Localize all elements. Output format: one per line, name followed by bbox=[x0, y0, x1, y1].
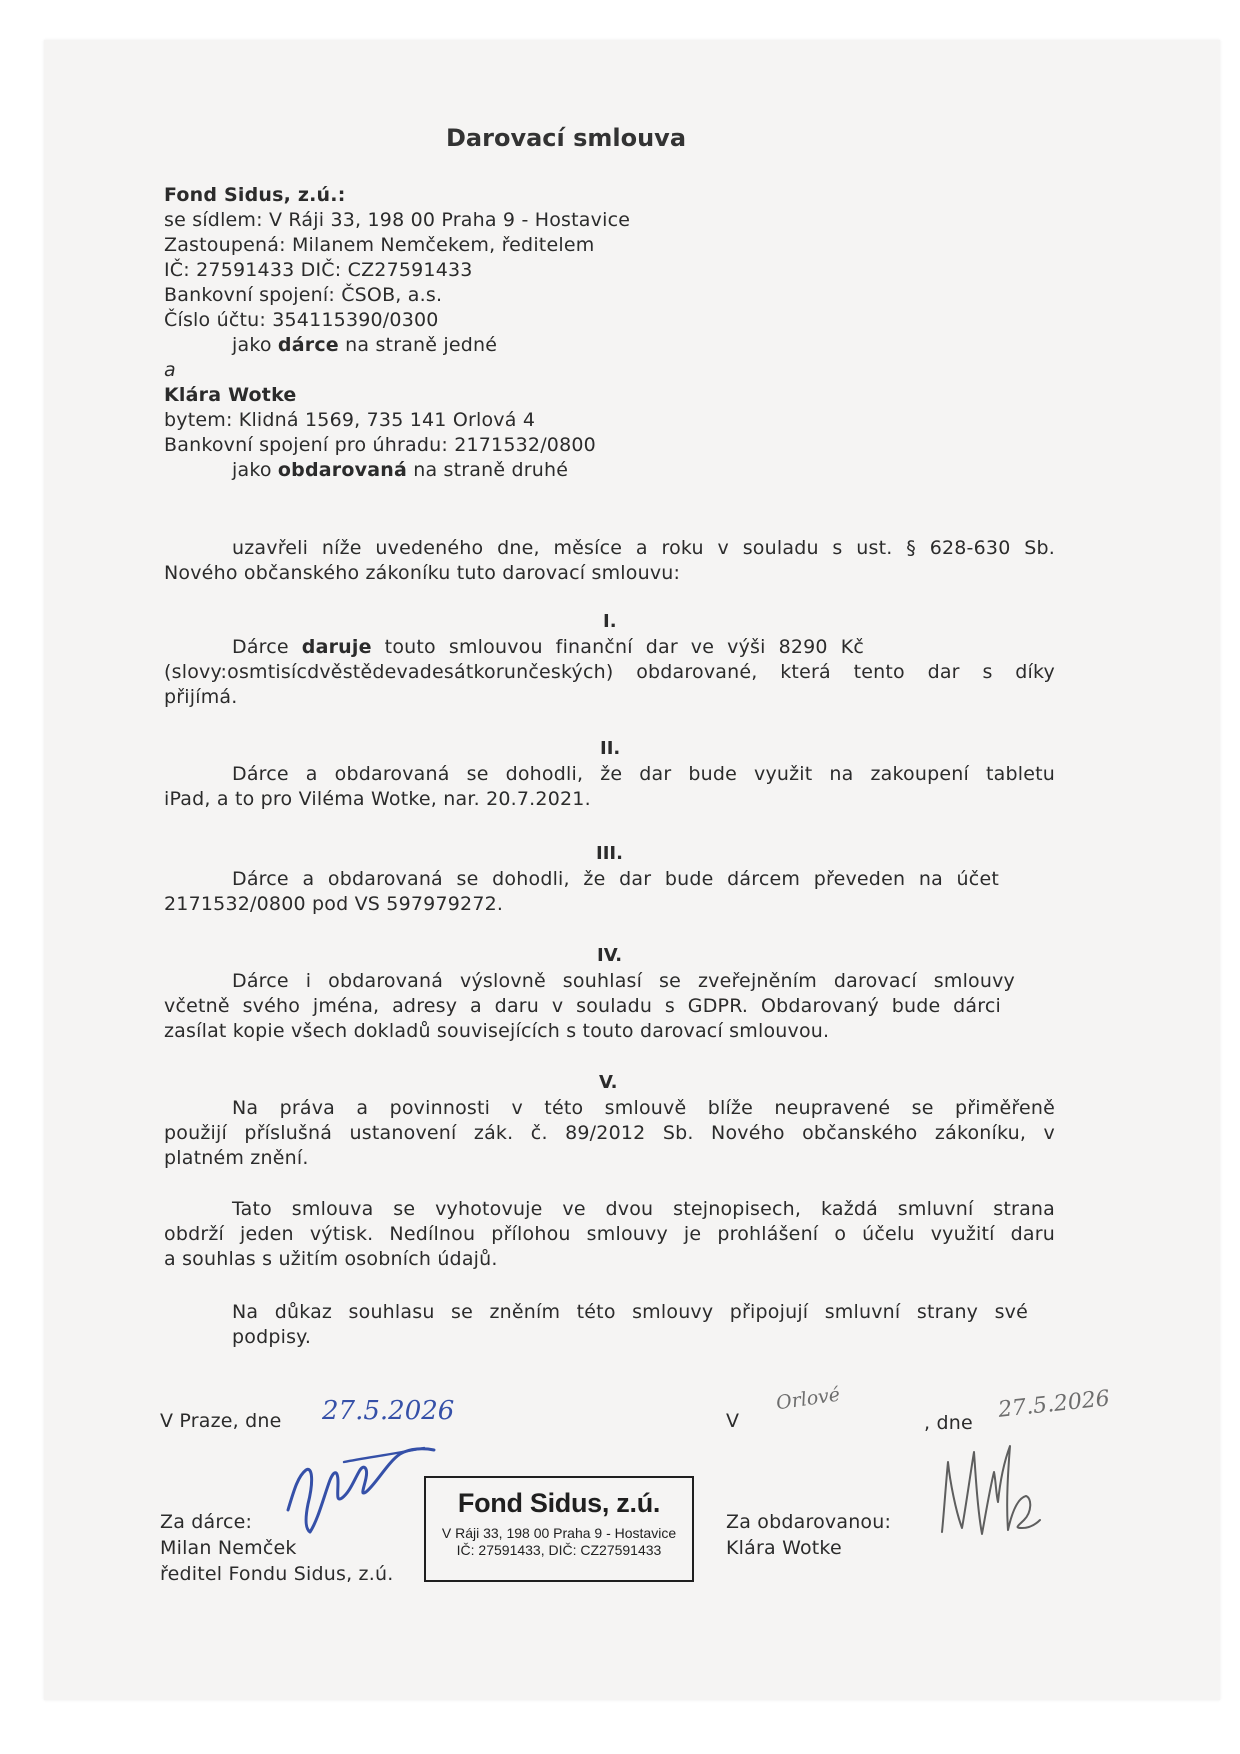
article-1-line-1-pre: Dárce bbox=[232, 636, 302, 658]
article-4-number: IV. bbox=[597, 945, 623, 966]
article-1-line-1-post: touto smlouvou finanční dar ve výši 8290 Kč bbox=[371, 636, 864, 658]
closing-1-line-1: Tato smlouva se vyhotovuje ve dvou stejnopisech, každá smluvní strana bbox=[232, 1198, 1055, 1220]
date-right-handwritten: 27.5.2026 bbox=[997, 1386, 1111, 1423]
article-1-line-1 bbox=[232, 635, 864, 660]
article-5-line-2: použijí příslušná ustanovení zák. č. 89/2012 Sb. Nového občanského zákoníku, v bbox=[164, 1122, 1055, 1144]
closing-1-line-2: obdrží jeden výtisk. Nedílnou přílohou smlouvy je prohlášení o účelu využití daru bbox=[164, 1223, 1055, 1245]
donee-bank: Bankovní spojení pro úhradu: 2171532/0800 bbox=[164, 434, 596, 456]
donor-name: Fond Sidus, z.ú.: bbox=[164, 184, 346, 206]
closing-1-line-3: a souhlas s užitím osobních údajů. bbox=[164, 1248, 498, 1270]
stamp-name: Fond Sidus, z.ú. bbox=[457, 1488, 661, 1518]
article-4-line-2: včetně svého jména, adresy a daru v souladu s GDPR. Obdarovaný bude dárci bbox=[164, 995, 1001, 1017]
article-3-line-1: Dárce a obdarovaná se dohodli, že dar bude dárcem převeden na účet bbox=[232, 868, 999, 890]
date-left-handwritten: 27.5.2026 bbox=[322, 1396, 455, 1426]
donee-role-post: na straně druhé bbox=[406, 459, 569, 481]
article-1-line-3: přijímá. bbox=[164, 686, 238, 708]
article-4-line-3: zasílat kopie všech dokladů souvisejících s touto darovací smlouvou. bbox=[164, 1020, 830, 1042]
date-right-label: , dne bbox=[924, 1412, 973, 1434]
donor-role-pre: jako bbox=[232, 334, 278, 356]
place-right-handwritten: Orlové bbox=[774, 1383, 842, 1415]
donor-signature bbox=[284, 1440, 444, 1540]
donor-bank: Bankovní spojení: ČSOB, a.s. bbox=[164, 284, 443, 306]
article-2-number: II. bbox=[600, 738, 621, 759]
donor-role-bold: dárce bbox=[277, 334, 339, 356]
place-right-label: V bbox=[726, 1410, 740, 1432]
article-1-line-1-bold: daruje bbox=[301, 636, 372, 658]
donor-account: Číslo účtu: 354115390/0300 bbox=[164, 309, 439, 331]
article-1-line-2: (slovy:osmtisícdvěstědevadesátkorunčeských) obdarované, která tento dar s díky bbox=[164, 661, 1055, 683]
donor-representative: Zastoupená: Milanem Nemčekem, ředitelem bbox=[164, 234, 595, 256]
closing-2-line-1: Na důkaz souhlasu se zněním této smlouvy připojují smluvní strany své bbox=[232, 1301, 1028, 1323]
donee-role-bold: obdarovaná bbox=[277, 459, 407, 481]
organization-stamp bbox=[424, 1476, 694, 1582]
donee-name: Klára Wotke bbox=[164, 384, 297, 406]
donor-sign-label: Za dárce: bbox=[160, 1511, 253, 1533]
donee-role bbox=[232, 458, 568, 483]
and-connector: a bbox=[164, 359, 176, 381]
article-2-line-1: Dárce a obdarovaná se dohodli, že dar bude využit na zakoupení tabletu bbox=[232, 763, 1055, 785]
donor-sign-name: Milan Nemček bbox=[160, 1537, 297, 1559]
article-5-line-1: Na práva a povinnosti v této smlouvě blíže neupravené se přiměřeně bbox=[232, 1097, 1055, 1119]
article-2-line-2: iPad, a to pro Viléma Wotke, nar. 20.7.2021. bbox=[164, 788, 591, 810]
place-left-label: V Praze, dne bbox=[160, 1410, 282, 1432]
donor-sign-title: ředitel Fondu Sidus, z.ú. bbox=[160, 1563, 394, 1585]
stamp-ids: IČ: 27591433, DIČ: CZ27591433 bbox=[456, 1542, 662, 1558]
donee-sign-name: Klára Wotke bbox=[726, 1537, 842, 1559]
article-4-line-1: Dárce i obdarovaná výslovně souhlasí se zveřejněním darovací smlouvy bbox=[232, 970, 1015, 992]
article-5-line-3: platném znění. bbox=[164, 1147, 309, 1169]
article-1-number: I. bbox=[603, 611, 617, 632]
donor-ids: IČ: 27591433 DIČ: CZ27591433 bbox=[164, 259, 473, 281]
donee-signature bbox=[936, 1432, 1046, 1552]
article-3-number: III. bbox=[596, 843, 623, 864]
intro-line-2: Nového občanského zákoníku tuto darovací smlouvu: bbox=[164, 562, 681, 584]
document-title: Darovací smlouva bbox=[446, 124, 687, 152]
closing-2-line-2: podpisy. bbox=[232, 1326, 312, 1348]
intro-line-1: uzavřeli níže uvedeného dne, měsíce a roku v souladu s ust. § 628-630 Sb. bbox=[232, 537, 1055, 559]
donee-role-pre: jako bbox=[232, 459, 278, 481]
donor-address: se sídlem: V Ráji 33, 198 00 Praha 9 - Hostavice bbox=[164, 209, 631, 231]
donor-role-post: na straně jedné bbox=[338, 334, 498, 356]
article-5-number: V. bbox=[599, 1072, 618, 1093]
donee-sign-label: Za obdarovanou: bbox=[726, 1511, 892, 1533]
article-3-line-2: 2171532/0800 pod VS 597979272. bbox=[164, 893, 504, 915]
stamp-address: V Ráji 33, 198 00 Praha 9 - Hostavice bbox=[441, 1525, 677, 1541]
donee-address: bytem: Klidná 1569, 735 141 Orlová 4 bbox=[164, 409, 536, 431]
donor-role bbox=[232, 333, 497, 358]
